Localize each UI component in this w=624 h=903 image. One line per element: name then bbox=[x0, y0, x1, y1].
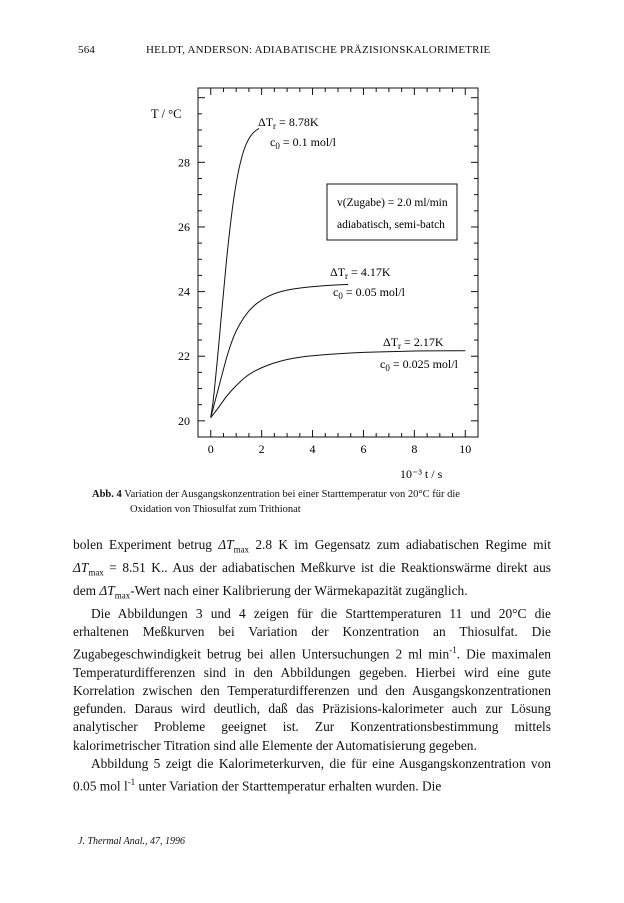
y-tick-label: 20 bbox=[178, 413, 190, 428]
x-tick-label: 8 bbox=[411, 442, 418, 456]
figure-caption bbox=[92, 487, 550, 517]
conditions-box bbox=[327, 184, 457, 240]
annotation-dt-high: $\Delta T_r = 8.78K$ bbox=[258, 115, 319, 131]
annotation-c0-high: $c_0 = 0.1$ mol/l bbox=[270, 135, 336, 151]
y-tick-label: 26 bbox=[178, 219, 190, 234]
x-tick-label: 6 bbox=[360, 442, 367, 456]
caption-label: Abb. 4 bbox=[92, 489, 122, 500]
paragraph-1: bolen Experiment betrug $\Delta T_{max}$ 2.8 K im Gegensatz zum adiabatischen Regime mit $\Delta T_{max} = 8.51$ K.. Aus der adiabatischen Meßkurve ist die Reaktionswärme direkt aus dem $\Delta T_{max}$-Wert nach einer Kalibrierung der Wärmekapazität zugänglich. bbox=[73, 537, 551, 601]
y-tick-label: 24 bbox=[178, 284, 190, 299]
annotation-dt-low: $\Delta T_r = 2.17K$ bbox=[383, 335, 444, 351]
annotation-c0-low: $c_0 = 0.025$ mol/l bbox=[380, 357, 458, 373]
x-axis-label: 10⁻³ t / s bbox=[400, 467, 443, 480]
y-tick-label: 28 bbox=[178, 155, 190, 170]
box-line-2: adiabatisch, semi-batch bbox=[337, 219, 445, 231]
paragraph-2: Die Abbildungen 3 und 4 zeigen für die Starttemperaturen 11 und 20°C die erhaltenen Meßkurven bei Variation der Konzentration an Thiosulfat. Die Zugabegeschwindigkeit betrug bei allen Untersuchungen 2 ml $\min^{-1}$. Die maximalen Temperaturdifferenzen sind in den Abbildungen gegeben. Hierbei wird eine gute Korrelation zwischen den Temperaturdifferenzen und den Ausgangskonzentrationen gefunden. Daraus wird deutlich, daß das Präzisions-kalorimeter auch zur Lösung analytischer Probleme geeignet ist. Zur Konzentrationsbestimmung mittels kalorimetrischer Titration sind alle Elemente der Automatisierung gegeben. bbox=[73, 605, 551, 753]
caption-text-1: Variation der Ausgangskonzentration bei einer Starttemperatur von 20°C für die bbox=[121, 489, 460, 500]
x-tick-label: 4 bbox=[309, 442, 316, 456]
series-line-1 bbox=[211, 128, 259, 417]
page-number: 564 bbox=[78, 44, 96, 56]
x-tick-label: 10 bbox=[459, 442, 472, 456]
body-text bbox=[73, 536, 551, 796]
journal-footer: J. Thermal Anal., 47, 1996 bbox=[78, 836, 186, 847]
annotation-dt-mid: $\Delta T_r = 4.17K$ bbox=[330, 265, 391, 281]
running-title: HELDT, ANDERSON: ADIABATISCHE PRÄZISIONSKALORIMETRIE bbox=[146, 44, 491, 56]
chart-axes bbox=[198, 88, 478, 437]
x-tick-label: 0 bbox=[207, 442, 214, 456]
box-line-1: v(Zugabe) = 2.0 ml/min bbox=[337, 197, 448, 209]
plot-frame bbox=[198, 88, 478, 437]
y-axis-label: T / °C bbox=[151, 107, 182, 121]
x-tick-label: 2 bbox=[258, 442, 265, 456]
annotation-c0-mid: $c_0 = 0.05$ mol/l bbox=[333, 285, 405, 301]
y-tick-label: 22 bbox=[178, 349, 190, 364]
series-line-2 bbox=[211, 285, 349, 418]
caption-text-2: Oxidation von Thiosulfat zum Trithionat bbox=[130, 504, 301, 515]
paragraph-3: Abbildung 5 zeigt die Kalorimeterkurven, die für eine Ausgangskonzentration von 0.05 mol $l^{-1}$ unter Variation der Starttemperatur erhalten wurden. Die bbox=[73, 755, 551, 794]
